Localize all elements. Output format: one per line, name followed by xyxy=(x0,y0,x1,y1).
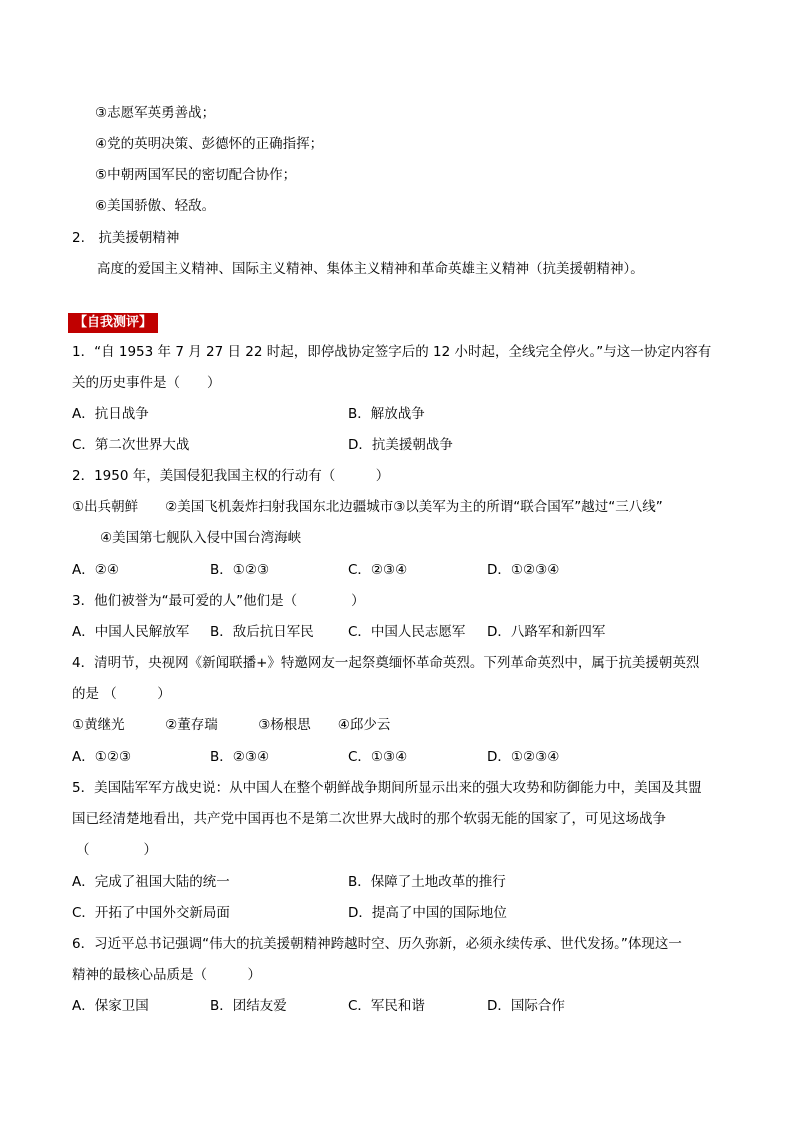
option-d: D．提高了中国的国际地位 xyxy=(348,905,507,921)
option-b: B．团结友爱 xyxy=(210,998,287,1014)
option-d: D．①②③④ xyxy=(487,562,560,578)
option-b: B．解放战争 xyxy=(348,406,425,422)
option-a: A．中国人民解放军 xyxy=(72,624,190,640)
option-d: D．国际合作 xyxy=(487,998,565,1014)
option-c: C．中国人民志愿军 xyxy=(348,624,466,640)
question-stem: 的是 （ ） xyxy=(72,686,171,702)
question-stem: 5．美国陆军军方战史说：从中国人在整个朝鲜战争期间所显示出来的强大攻势和防御能力中，美国及其盟 xyxy=(72,780,702,796)
option-d: D．抗美援朝战争 xyxy=(348,437,453,453)
question-stem: （ ） xyxy=(76,842,157,858)
option-a: A．①②③ xyxy=(72,749,132,765)
question-stem: 2．1950 年，美国侵犯我国主权的行动有（ ） xyxy=(72,468,390,484)
spirit-text: 高度的爱国主义精神、国际主义精神、集体主义精神和革命英雄主义精神（抗美援朝精神）。 xyxy=(97,261,644,277)
option-c: C．②③④ xyxy=(348,562,408,578)
question-stem: 6．习近平总书记强调“伟大的抗美援朝精神跨越时空、历久弥新，必须永续传承、世代发扬。”体现这一 xyxy=(72,936,682,952)
question-stem: 3．他们被誉为“最可爱的人”他们是（ ） xyxy=(72,593,365,609)
option-a: A．②④ xyxy=(72,562,119,578)
option-b: B．②③④ xyxy=(210,749,270,765)
reason-item: ⑥美国骄傲、轻敌。 xyxy=(95,198,216,214)
option-c: C．第二次世界大战 xyxy=(72,437,190,453)
self-test-tag: 【自我测评】 xyxy=(68,313,158,333)
question-extra: ①黄继光 ②董存瑞 ③杨根思 ④邱少云 xyxy=(72,717,391,733)
question-stem: 精神的最核心品质是（ ） xyxy=(72,967,261,983)
option-c: C．①③④ xyxy=(348,749,408,765)
question-stem: 关的历史事件是（ ） xyxy=(72,375,221,391)
section-heading: 2. 抗美援朝精神 xyxy=(72,230,180,246)
option-a: A．保家卫国 xyxy=(72,998,149,1014)
option-d: D．①②③④ xyxy=(487,749,560,765)
option-a: A．抗日战争 xyxy=(72,406,149,422)
question-stem: 国已经清楚地看出，共产党中国再也不是第二次世界大战时的那个软弱无能的国家了，可见这场战争 xyxy=(72,811,666,827)
reason-item: ⑤中朝两国军民的密切配合协作； xyxy=(95,167,297,183)
question-stem: 1．“自 1953 年 7 月 27 日 22 时起，即停战协定签字后的 12 小时起，全线完全停火。”与这一协定内容有 xyxy=(72,344,712,360)
reason-item: ③志愿军英勇善战； xyxy=(95,105,216,121)
option-b: B．①②③ xyxy=(210,562,270,578)
option-a: A．完成了祖国大陆的统一 xyxy=(72,874,230,890)
option-d: D．八路军和新四军 xyxy=(487,624,606,640)
reason-item: ④党的英明决策、彭德怀的正确指挥； xyxy=(95,136,324,152)
option-b: B．敌后抗日军民 xyxy=(210,624,314,640)
option-c: C．军民和谐 xyxy=(348,998,425,1014)
question-extra: ④美国第七舰队入侵中国台湾海峡 xyxy=(100,530,302,546)
option-c: C．开拓了中国外交新局面 xyxy=(72,905,230,921)
option-b: B．保障了土地改革的推行 xyxy=(348,874,506,890)
question-extra: ①出兵朝鲜 ②美国飞机轰炸扫射我国东北边疆城市③以美军为主的所谓“联合国军”越过“三八线” xyxy=(72,499,663,515)
question-stem: 4．清明节，央视网《新闻联播+》特邀网友一起祭奠缅怀革命英烈。下列革命英烈中，属于抗美援朝英烈 xyxy=(72,655,700,671)
